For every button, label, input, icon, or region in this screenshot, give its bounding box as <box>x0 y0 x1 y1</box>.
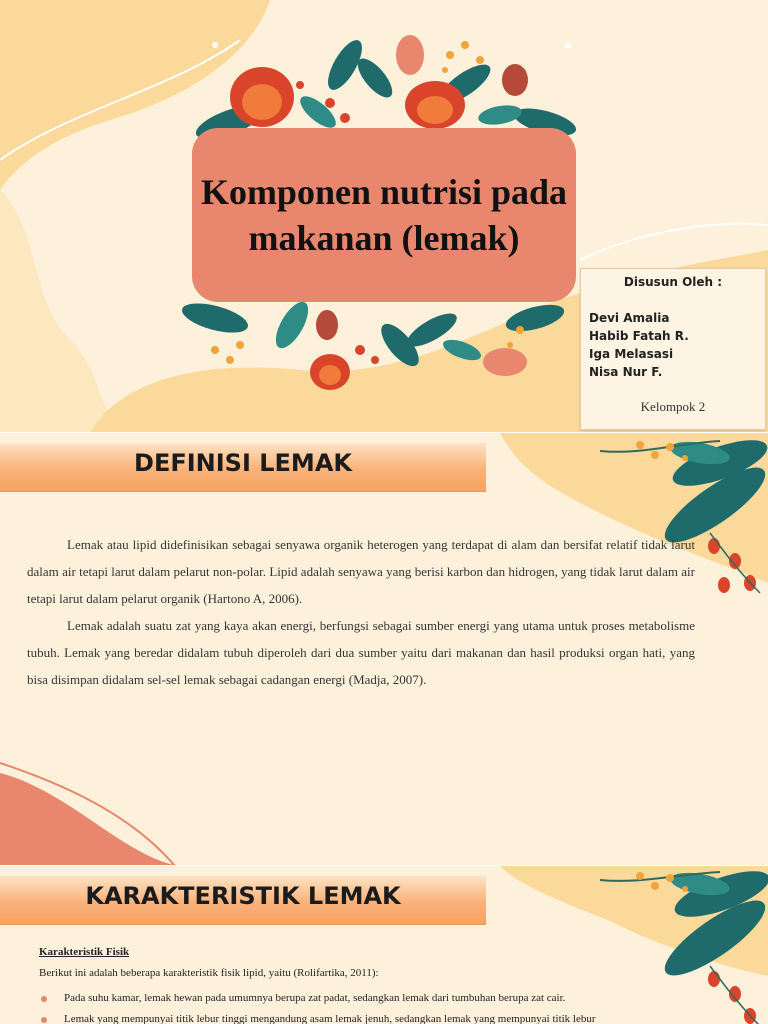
heading-bar <box>0 443 486 492</box>
title-slide <box>0 0 768 433</box>
section-heading: DEFINISI LEMAK <box>134 449 352 477</box>
authors-label: Disusun Oleh : <box>623 275 723 289</box>
list-item-text: Lemak yang mempunyai titik lebur tinggi mengandung asam lemak jenuh, sedangkan lemak yang mempunyai titik lebur <box>64 1013 596 1024</box>
subheading: Karakteristik Fisik <box>39 946 130 958</box>
section-heading: KARAKTERISTIK LEMAK <box>85 882 401 910</box>
author-name: Iga Melasasi <box>589 347 674 361</box>
definition-slide <box>0 433 768 866</box>
authors-box <box>580 268 766 430</box>
paragraph: Lemak atau lipid didefinisikan sebagai senyawa organik heterogen yang terdapat di alam dan bersifat relatif tidak larut dalam air tetapi larut dalam pelarut non-polar. Lipid adalah senyawa yang berisi karbon dan hidrogen, yang tidak larut dalam air tetapi larut dalam pelarut organik (Hartono A, 2006). <box>27 537 695 606</box>
definition-text <box>27 531 695 693</box>
group-label: Kelompok 2 <box>640 399 706 414</box>
list-item <box>39 988 596 1009</box>
title-box <box>192 128 576 302</box>
paragraph: Lemak adalah suatu zat yang kaya akan energi, berfungsi sebagai sumber energi yang utama untuk proses metabolisme tubuh. Lemak yang beredar didalam tubuh diperoleh dari dua sumber yaitu dari makanan dan hasil produksi organ hati, yang bisa disimpan didalam sel-sel lemak sebagai cadangan energi (Madja, 2007). <box>27 618 695 687</box>
characteristics-list <box>39 988 596 1024</box>
intro-text: Berikut ini adalah beberapa karakteristik fisik lipid, yaitu (Rolifartika, 2011): <box>39 967 379 979</box>
heading-bar <box>0 876 486 925</box>
characteristics-slide <box>0 866 768 1024</box>
bullet-icon <box>41 1017 47 1023</box>
list-item <box>39 1009 596 1024</box>
author-name: Habib Fatah R. <box>589 329 689 343</box>
author-name: Devi Amalia <box>589 311 670 325</box>
author-name: Nisa Nur F. <box>589 365 663 379</box>
authors-list <box>589 309 689 381</box>
list-item-text: Pada suhu kamar, lemak hewan pada umumnya berupa zat padat, sedangkan lemak dari tumbuhan berupa zat cair. <box>64 992 566 1004</box>
bullet-icon <box>41 996 47 1002</box>
slide-title: Komponen nutrisi pada makanan (lemak) <box>200 172 568 258</box>
